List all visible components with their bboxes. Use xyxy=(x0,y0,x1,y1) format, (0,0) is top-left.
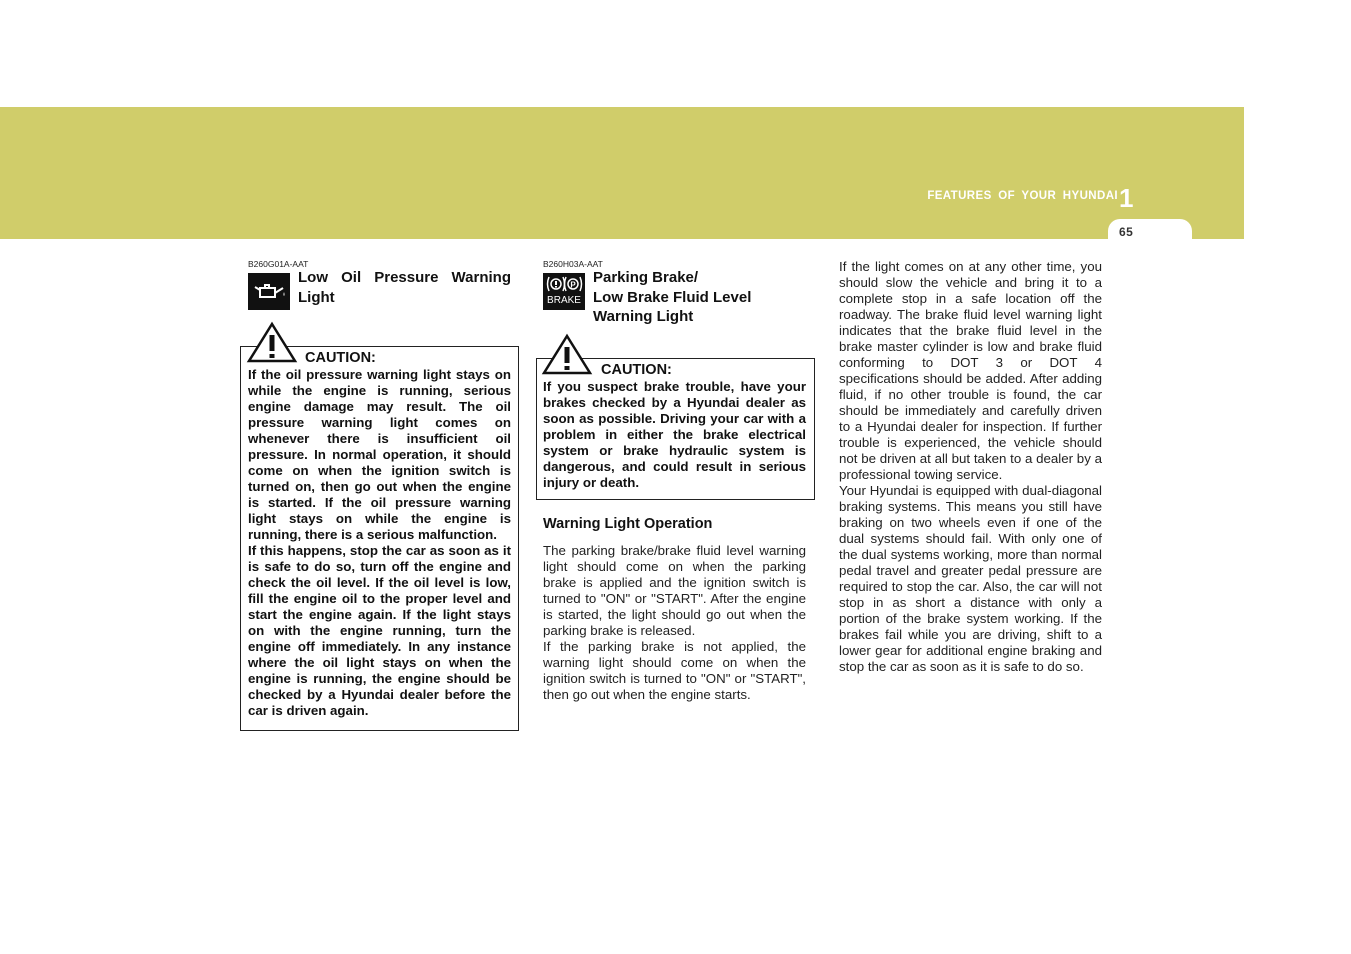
header-banner xyxy=(0,107,1244,239)
caution-label: CAUTION: xyxy=(601,362,672,378)
svg-text:P: P xyxy=(570,280,576,290)
warning-triangle-icon xyxy=(541,333,593,375)
chapter-number: 1 xyxy=(1119,183,1134,213)
body-paragraph: The parking brake/brake fluid level warning light should come on when the parking brake is applied and the ignition switch is turned to "ON" or "START". After the engine is started, the light should go out when the parking brake is released. xyxy=(543,543,806,638)
section-title-oil-pressure: Low Oil Pressure Warning Light xyxy=(298,269,511,306)
section-code: B260G01A-AAT xyxy=(248,259,309,269)
title-line: Low Brake Fluid Level xyxy=(593,288,752,306)
caution-paragraph: If this happens, stop the car as soon as it is safe to do so, turn off the engine and check the oil level. If the oil level is low, fill the engine oil to the proper level and start the engine again. If the light stays on with the engine running, turn the engine off immediately. In any instance where the oil light stays on when the engine is running, the engine should be checked by a Hyundai dealer before the car is driven again. xyxy=(248,543,511,718)
caution-text-brake: If you suspect brake trouble, have your brakes checked by a Hyundai dealer as soon as possible. Driving your car with a problem in either the brake electrical system or brake hydraulic system is dangerous, and could result in serious injury or death. xyxy=(543,379,806,490)
warning-triangle-icon xyxy=(246,321,298,363)
caution-paragraph: If the oil pressure warning light stays on while the engine is running, serious engine damage may result. The oil pressure warning light comes on whenever there is insufficient oil pressure. In normal operation, it should come on when the ignition switch is turned on, then go out when the engine is started. If the oil pressure warning light stays on while the engine is running, there is a serious malfunction. xyxy=(248,367,511,542)
section-title: FEATURES OF YOUR HYUNDAI xyxy=(927,190,1118,202)
page-number: 65 xyxy=(1119,225,1134,239)
oil-can-icon xyxy=(248,273,290,310)
body-text-col2 xyxy=(543,543,806,703)
section-title-parking-brake xyxy=(593,268,813,327)
brake-warning-icon xyxy=(543,273,585,310)
caution-label: CAUTION: xyxy=(305,350,376,366)
title-line: Warning Light xyxy=(593,308,694,325)
body-paragraph: If the parking brake is not applied, the warning light should come on when the ignition switch is turned to "ON" or "START", then go out when the engine starts. xyxy=(543,639,806,702)
section-code: B260H03A-AAT xyxy=(543,259,603,269)
caution-text-oil xyxy=(248,367,511,719)
body-paragraph: If the light comes on at any other time, you should slow the vehicle and bring it to a complete stop in a safe location off the roadway. The brake fluid level warning light indicates that the brake fluid level in the brake master cylinder is low and brake fluid conforming to DOT 3 or DOT 4 specifications should be added. After adding fluid, if no other trouble is found, the car should be immediately and carefully driven to a Hyundai dealer for inspection. If further trouble is experienced, the vehicle should not be driven at all but taken to a dealer by a professional towing service. xyxy=(839,259,1102,482)
subheading-warning-light-operation: Warning Light Operation xyxy=(543,516,713,532)
title-line: Parking Brake/ xyxy=(593,269,699,286)
body-paragraph: Your Hyundai is equipped with dual-diagonal braking systems. This means you still have braking on two wheels even if one of the dual systems should fail. With only one of the dual systems working, more than normal pedal travel and greater pedal pressure are required to stop the car. Also, the car will not stop in as short a distance with only a portion of the brake system working. If the brakes fail while you are driving, shift to a lower gear for additional engine braking and stop the car as soon as it is safe to do so. xyxy=(839,483,1102,674)
body-text-col3 xyxy=(839,259,1102,675)
brake-icon-text: BRAKE xyxy=(547,295,581,306)
